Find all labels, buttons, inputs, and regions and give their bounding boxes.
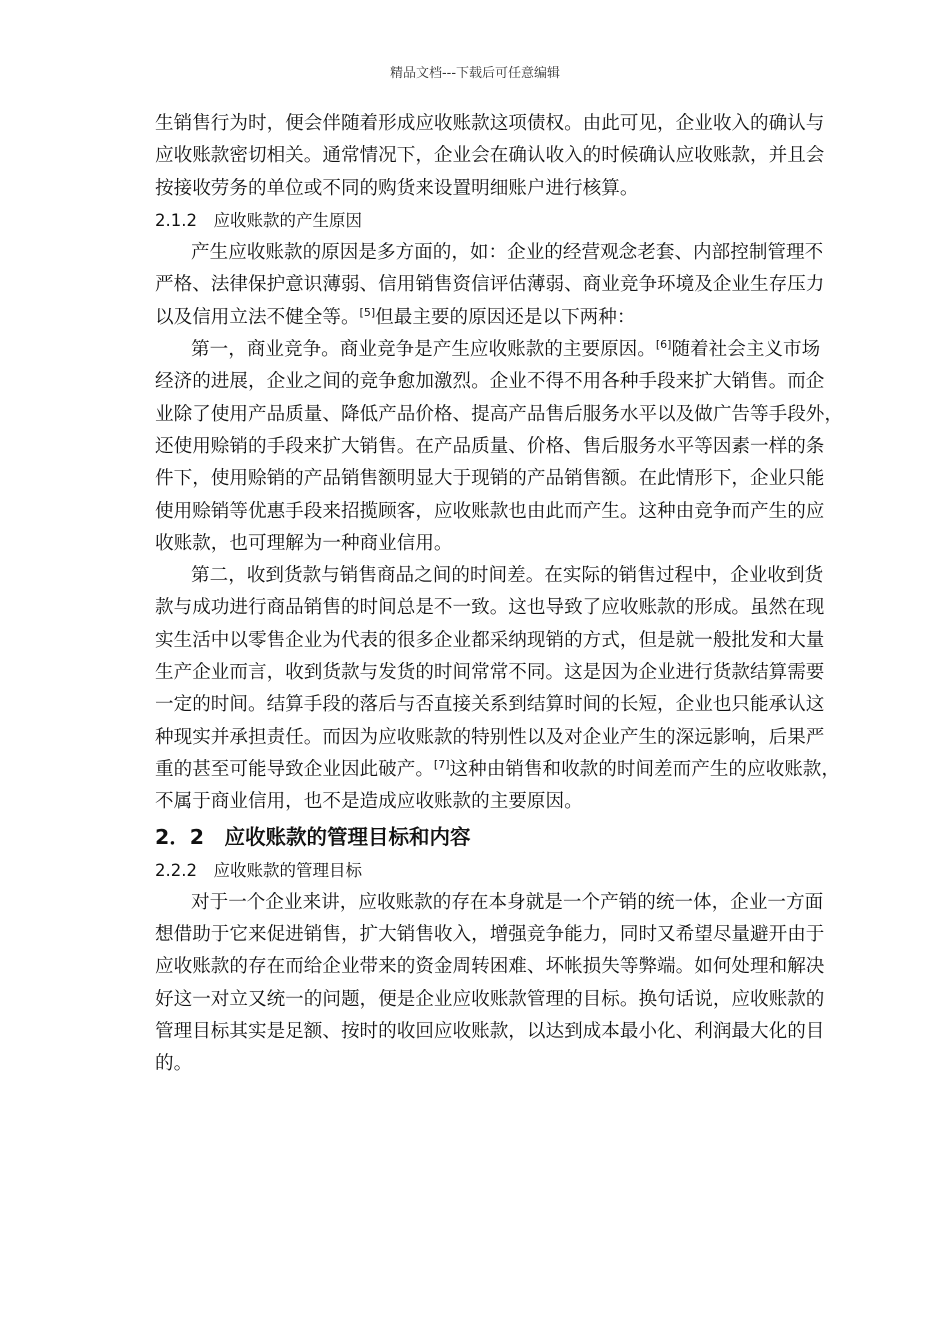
- paragraph-line: [155, 334, 863, 366]
- paragraph-line: 不属于商业信用，也不是造成应收账款的主要原因。: [155, 791, 583, 813]
- paragraph-line: 生产企业而言，收到货款与发货的时间常常不同。这是因为企业进行货款结算需要: [155, 662, 825, 684]
- text-run: 随着社会主义市场: [671, 339, 821, 361]
- paragraph-line: 应收账款密切相关。通常情况下，企业会在确认收入的时候确认应收账款，并且会: [155, 145, 825, 167]
- paragraph-line: 一定的时间。结算手段的落后与否直接关系到结算时间的长短，企业也只能承认这: [155, 694, 825, 716]
- paragraph-line: 还使用赊销的手段来扩大销售。在产品质量、价格、售后服务水平等因素一样的条: [155, 435, 825, 457]
- paragraph-line: 好这一对立又统一的问题，便是企业应收账款管理的目标。换句话说，应收账款的: [155, 988, 825, 1010]
- page-header: 精品文档---下载后可任意编辑: [389, 66, 561, 81]
- paragraph-line: 款与成功进行商品销售的时间总是不一致。这也导致了应收账款的形成。虽然在现: [155, 597, 825, 619]
- paragraph-line: 想借助于它来促进销售，扩大销售收入，增强竞争能力，同时又希望尽量避开由于: [155, 924, 825, 946]
- text-run: 以及信用立法不健全等。: [155, 306, 360, 328]
- citation-ref: [6]: [655, 337, 672, 351]
- section-heading-2-2: 2．2 应收账款的管理目标和内容: [155, 824, 471, 849]
- paragraph-line: 生销售行为时，便会伴随着形成应收账款这项债权。由此可见，企业收入的确认与: [155, 113, 825, 134]
- paragraph-line: [155, 754, 863, 786]
- paragraph-line: 种现实并承担责任。而因为应收账款的特别性以及对企业产生的深远影响，后果严: [155, 726, 825, 748]
- text-run: 第一，商业竞争。商业竞争是产生应收账款的主要原因。: [191, 339, 656, 361]
- paragraph-line: 经济的进展，企业之间的竞争愈加激烈。企业不得不用各种手段来扩大销售。而企: [155, 371, 825, 393]
- paragraph-line: 严格、法律保护意识薄弱、信用销售资信评估薄弱、商业竞争环境及企业生存压力: [155, 274, 825, 296]
- paragraph-line: 件下，使用赊销的产品销售额明显大于现销的产品销售额。在此情形下，企业只能: [155, 468, 825, 490]
- paragraph-line: 实生活中以零售企业为代表的很多企业都采纳现销的方式，但是就一般批发和大量: [155, 629, 825, 651]
- body-content: [155, 108, 863, 1081]
- paragraph-line: 对于一个企业来讲，应收账款的存在本身就是一个产销的统一体，企业一方面: [191, 891, 824, 913]
- paragraph-line: 应收账款的存在而给企业带来的资金周转困难、坏帐损失等弊端。如何处理和解决: [155, 956, 825, 978]
- paragraph-line: 使用赊销等优惠手段来招揽顾客，应收账款也由此而产生。这种由竞争而产生的应: [155, 500, 825, 522]
- citation-ref: [5]: [359, 305, 376, 319]
- paragraph-line: 产生应收账款的原因是多方面的，如：企业的经营观念老套、内部控制管理不: [191, 242, 824, 264]
- paragraph-line: 收账款，也可理解为一种商业信用。: [155, 532, 453, 554]
- text-run: 这种由销售和收款的时间差而产生的应收账款，: [449, 758, 840, 780]
- paragraph-line: [155, 302, 863, 334]
- section-heading-2-1-2: 2.1.2 应收账款的产生原因: [155, 210, 362, 230]
- citation-ref: [7]: [433, 757, 450, 771]
- text-run: 重的甚至可能导致企业因此破产。: [155, 758, 434, 780]
- section-heading-2-2-2: 2.2.2 应收账款的管理目标: [155, 860, 362, 880]
- paragraph-line: 管理目标其实是足额、按时的收回应收账款，以达到成本最小化、利润最大化的目: [155, 1021, 825, 1043]
- paragraph-line: 按接收劳务的单位或不同的购货来设置明细账户进行核算。: [155, 177, 639, 199]
- paragraph-line: 第二，收到货款与销售商品之间的时间差。在实际的销售过程中，企业收到货: [191, 565, 824, 587]
- paragraph-line: 的。: [155, 1053, 193, 1075]
- paragraph-line: 业除了使用产品质量、降低产品价格、提高产品售后服务水平以及做广告等手段外，: [155, 403, 843, 425]
- text-run: 但最主要的原因还是以下两种：: [375, 306, 636, 328]
